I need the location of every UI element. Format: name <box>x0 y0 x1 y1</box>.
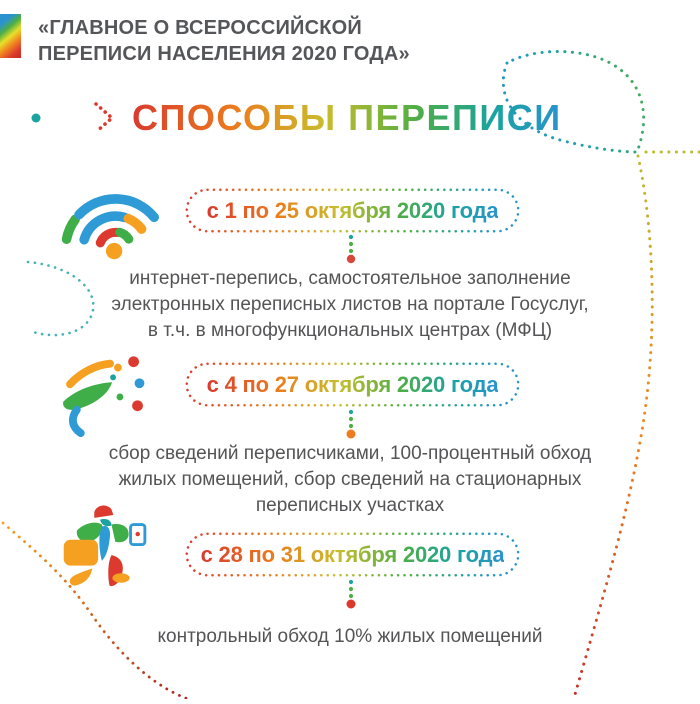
bottom-left-curve <box>3 523 188 699</box>
dotted-arrow-icon <box>30 96 122 140</box>
description-line: переписных участках <box>255 495 445 516</box>
description-line: в т.ч. в многофункциональных центрах (МФЦ) <box>147 320 553 341</box>
badge1-connector-dots <box>347 235 355 263</box>
date-badge-3-text: с 28 по 31 октября 2020 года <box>200 541 505 567</box>
poster-title-line1: «ГЛАВНОЕ О ВСЕРОССИЙСКОЙ <box>38 17 363 39</box>
description-line: электронных переписных листов на портале Госуслуг, <box>111 294 589 315</box>
description-line: жилых помещений, сбор сведений на стационарных <box>118 469 582 490</box>
date-badge-2 <box>185 362 520 407</box>
date-badge-2-text: с 4 по 27 октября 2020 года <box>206 371 499 397</box>
section2-description <box>33 441 667 519</box>
census-mosaic-logo <box>0 14 21 58</box>
date-badge-1 <box>185 188 520 233</box>
date-badge-1-text: с 1 по 25 октября 2020 года <box>206 197 499 223</box>
description-line: сбор сведений переписчиками, 100-процентный обход <box>108 443 592 464</box>
description-line: контрольный обход 10% жилых помещений <box>157 626 543 647</box>
description-line: интернет-перепись, самостоятельное заполнение <box>129 268 571 289</box>
page-title: СПОСОБЫ ПЕРЕПИСИ <box>132 97 562 138</box>
badge2-connector-dots <box>347 410 356 439</box>
section3-description <box>33 624 667 650</box>
date-badge-3 <box>185 532 520 577</box>
badge3-connector-dots <box>347 580 356 609</box>
poster-title-line2: ПЕРЕПИСИ НАСЕЛЕНИЯ 2020 ГОДА» <box>38 43 410 65</box>
section-heading-row <box>30 96 562 140</box>
poster-title <box>38 15 410 67</box>
section1-description <box>33 266 667 344</box>
right-descending-curve <box>574 156 652 698</box>
